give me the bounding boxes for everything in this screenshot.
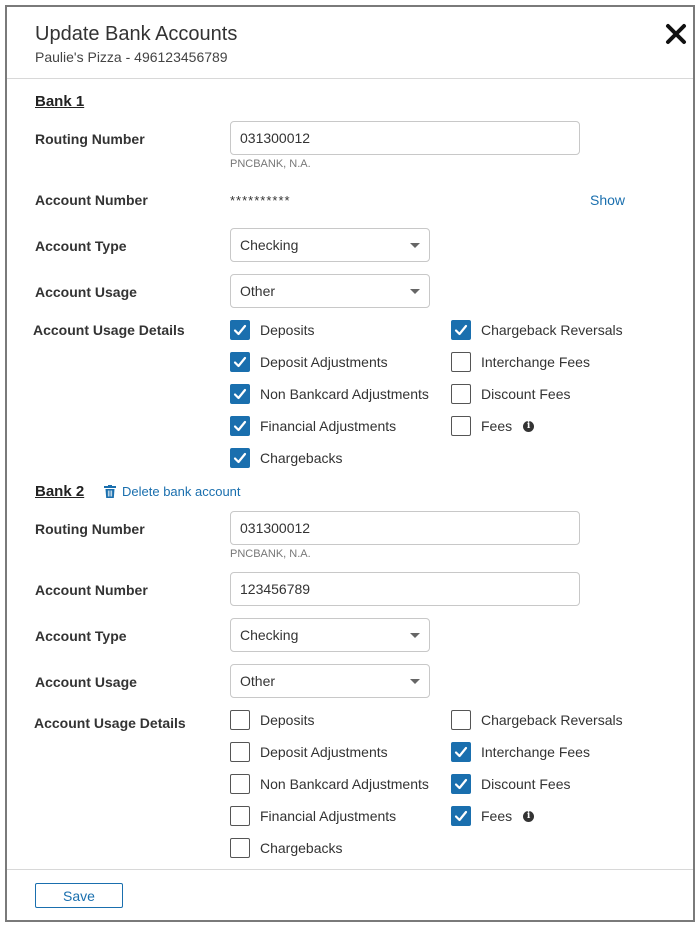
- checkbox-unchecked-icon[interactable]: [451, 710, 471, 730]
- bank-1-checkbox-deposit-adjustments[interactable]: [230, 352, 388, 372]
- close-icon[interactable]: [665, 23, 687, 45]
- bank-1-title: Bank 1: [35, 93, 85, 110]
- chevron-down-icon: [410, 633, 420, 638]
- footer-divider: [7, 869, 693, 870]
- checkbox-label: Non Bankcard Adjustments: [260, 776, 429, 792]
- checkbox-label: Discount Fees: [481, 386, 571, 402]
- bank-1-routing-input[interactable]: [230, 121, 580, 155]
- bank-2-checkbox-deposit-adjustments[interactable]: [230, 742, 388, 762]
- checkbox-label: Chargeback Reversals: [481, 322, 623, 338]
- checkbox-label: Deposits: [260, 322, 315, 338]
- bank-2-checkbox-interchange-fees[interactable]: [451, 742, 590, 762]
- checkbox-checked-icon[interactable]: [230, 416, 250, 436]
- checkbox-label: Financial Adjustments: [260, 808, 397, 824]
- modal-header: [7, 7, 693, 79]
- checkbox-label: Interchange Fees: [481, 354, 590, 370]
- bank-1-bank-name: PNCBANK, N.A.: [230, 158, 311, 170]
- checkbox-unchecked-icon[interactable]: [230, 742, 250, 762]
- bank-1-account-type-select[interactable]: [230, 228, 430, 262]
- checkbox-label: Deposits: [260, 712, 315, 728]
- chevron-down-icon: [410, 289, 420, 294]
- checkbox-label: Chargeback Reversals: [481, 712, 623, 728]
- bank-1-account-usage-value: Other: [240, 283, 276, 299]
- bank-1-checkbox-chargeback-reversals[interactable]: [451, 320, 623, 340]
- chevron-down-icon: [410, 679, 420, 684]
- checkbox-checked-icon[interactable]: [451, 774, 471, 794]
- bank-1-routing-label: Routing Number: [35, 131, 145, 147]
- bank-1-checkbox-interchange-fees[interactable]: [451, 352, 590, 372]
- bank-2-usage-details-label: Account Usage Details: [34, 715, 186, 731]
- checkbox-label: Chargebacks: [260, 840, 343, 856]
- checkbox-label: Chargebacks: [260, 450, 343, 466]
- chevron-down-icon: [410, 243, 420, 248]
- checkbox-checked-icon[interactable]: [451, 320, 471, 340]
- checkbox-label: Deposit Adjustments: [260, 744, 388, 760]
- checkbox-label: Fees: [481, 418, 513, 434]
- bank-1-checkbox-deposits[interactable]: [230, 320, 314, 340]
- bank-2-checkbox-fees[interactable]: [451, 806, 534, 826]
- bank-2-title: Bank 2: [35, 483, 85, 500]
- update-bank-accounts-modal: [5, 5, 695, 922]
- bank-2-account-number-label: Account Number: [35, 582, 148, 598]
- bank-2-routing-label: Routing Number: [35, 521, 145, 537]
- checkbox-checked-icon[interactable]: [230, 448, 250, 468]
- checkbox-checked-icon[interactable]: [230, 320, 250, 340]
- bank-1-account-usage-label: Account Usage: [35, 284, 137, 300]
- show-account-number-link[interactable]: Show: [590, 192, 626, 208]
- bank-2-checkbox-deposits[interactable]: [230, 710, 314, 730]
- bank-1-checkbox-discount-fees[interactable]: [451, 384, 570, 404]
- checkbox-label: Fees: [481, 808, 513, 824]
- checkbox-checked-icon[interactable]: [230, 384, 250, 404]
- bank-2-checkbox-chargeback-reversals[interactable]: [451, 710, 623, 730]
- checkbox-unchecked-icon[interactable]: [230, 710, 250, 730]
- modal-subtitle: Paulie's Pizza - 496123456789: [35, 49, 228, 65]
- bank-2-account-usage-label: Account Usage: [35, 674, 137, 690]
- bank-1-account-usage-select[interactable]: [230, 274, 430, 308]
- delete-bank-account-label: Delete bank account: [122, 484, 241, 499]
- bank-2-checkbox-discount-fees[interactable]: [451, 774, 570, 794]
- checkbox-checked-icon[interactable]: [451, 742, 471, 762]
- checkbox-unchecked-icon[interactable]: [230, 774, 250, 794]
- bank-1-account-type-value: Checking: [240, 237, 299, 253]
- checkbox-unchecked-icon[interactable]: [451, 384, 471, 404]
- bank-1-checkbox-chargebacks[interactable]: [230, 448, 343, 468]
- info-icon[interactable]: i: [523, 421, 534, 432]
- bank-1-account-type-label: Account Type: [35, 238, 127, 254]
- bank-1-account-number-masked: **********: [230, 193, 291, 208]
- checkbox-label: Interchange Fees: [481, 744, 590, 760]
- trash-icon: [104, 485, 116, 498]
- bank-1-checkbox-financial-adjustments[interactable]: [230, 416, 396, 436]
- bank-1-checkbox-non-bankcard-adjustments[interactable]: [230, 384, 429, 404]
- checkbox-checked-icon[interactable]: [451, 806, 471, 826]
- bank-2-account-type-value: Checking: [240, 627, 299, 643]
- bank-2-account-usage-select[interactable]: [230, 664, 430, 698]
- bank-1-account-number-label: Account Number: [35, 192, 148, 208]
- checkbox-label: Deposit Adjustments: [260, 354, 388, 370]
- bank-2-account-type-select[interactable]: [230, 618, 430, 652]
- bank-2-checkbox-non-bankcard-adjustments[interactable]: [230, 774, 429, 794]
- checkbox-label: Non Bankcard Adjustments: [260, 386, 429, 402]
- bank-1-usage-details-label: Account Usage Details: [33, 322, 185, 338]
- bank-1-checkbox-fees[interactable]: [451, 416, 534, 436]
- checkbox-label: Financial Adjustments: [260, 418, 397, 434]
- checkbox-unchecked-icon[interactable]: [451, 352, 471, 372]
- checkbox-checked-icon[interactable]: [230, 352, 250, 372]
- bank-2-account-number-input[interactable]: [230, 572, 580, 606]
- bank-2-checkbox-chargebacks[interactable]: [230, 838, 343, 858]
- bank-2-bank-name: PNCBANK, N.A.: [230, 548, 311, 560]
- checkbox-label: Discount Fees: [481, 776, 571, 792]
- bank-2-checkbox-financial-adjustments[interactable]: [230, 806, 396, 826]
- delete-bank-account-link[interactable]: [104, 484, 241, 499]
- checkbox-unchecked-icon[interactable]: [451, 416, 471, 436]
- bank-2-account-type-label: Account Type: [35, 628, 127, 644]
- modal-title: Update Bank Accounts: [35, 23, 238, 45]
- checkbox-unchecked-icon[interactable]: [230, 838, 250, 858]
- bank-2-account-usage-value: Other: [240, 673, 276, 689]
- info-icon[interactable]: i: [523, 811, 534, 822]
- save-button[interactable]: Save: [35, 883, 123, 908]
- checkbox-unchecked-icon[interactable]: [230, 806, 250, 826]
- bank-2-routing-input[interactable]: [230, 511, 580, 545]
